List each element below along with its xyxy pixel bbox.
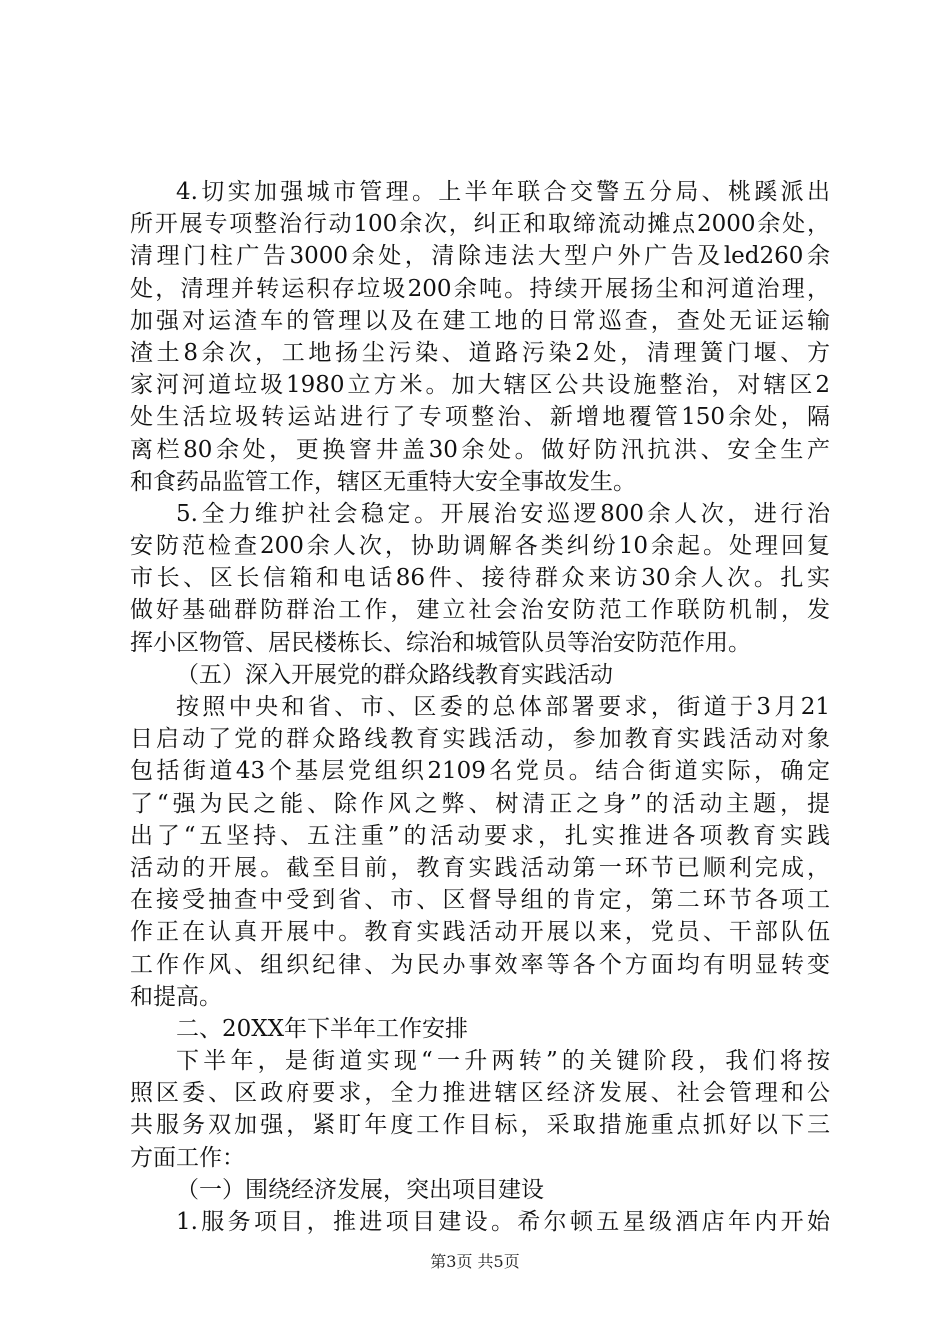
text-line: 共服务双加强，紧盯年度工作目标，采取措施重点抓好以下三 [130, 1112, 830, 1139]
text-line: 离栏80余处，更换窨井盖30余处。做好防汛抗洪、安全生产 [130, 436, 830, 463]
text-line: 加强对运渣车的管理以及在建工地的日常巡查，查处无证运输 [130, 307, 830, 334]
text-line: 工作作风、组织纪律、为民办事效率等各个方面均有明显转变 [130, 951, 830, 978]
text-line: 所开展专项整治行动100余次，纠正和取缔流动摊点2000余处， [130, 211, 830, 238]
text-line: 渣土8余次，工地扬尘污染、道路污染2处，清理簧门堰、方 [130, 339, 830, 366]
text-line: 出了“五坚持、五注重”的活动要求，扎实推进各项教育实践 [130, 822, 830, 849]
text-line: 挥小区物管、居民楼栋长、综治和城管队员等治安防范作用。 [130, 629, 751, 656]
text-line: 4.切实加强城市管理。上半年联合交警五分局、桃蹊派出 [176, 179, 830, 205]
text-line: 活动的开展。截至目前，教育实践活动第一环节已顺利完成， [130, 854, 830, 881]
text-line: 和食药品监管工作，辖区无重特大安全事故发生。 [130, 468, 636, 495]
text-line: 5.全力维护社会稳定。开展治安巡逻800余人次，进行治 [176, 500, 830, 527]
text-line: 了“强为民之能、除作风之弊、树清正之身”的活动主题，提 [130, 790, 830, 817]
text-line: 安防范检查200余人次，协助调解各类纠纷10余起。处理回复 [130, 533, 830, 560]
text-line: 下半年，是街道实现“一升两转”的关键阶段，我们将按 [176, 1048, 830, 1075]
text-line: 日启动了党的群众路线教育实践活动，参加教育实践活动对象 [130, 726, 830, 753]
text-line: 在接受抽查中受到省、市、区督导组的肯定，第二环节各项工 [130, 887, 830, 914]
text-line: 市长、区长信箱和电话86件、接待群众来访30余人次。扎实 [130, 565, 830, 592]
text-line: 1.服务项目，推进项目建设。希尔顿五星级酒店年内开始 [176, 1209, 830, 1235]
text-line: 清理门柱广告3000余处，清除违法大型户外广告及led260余 [130, 243, 830, 270]
page-footer: 第3页 共5页 [430, 1252, 520, 1271]
text-line: （一）围绕经济发展，突出项目建设 [176, 1176, 544, 1203]
document-body [130, 176, 830, 1238]
text-line: 做好基础群防群治工作，建立社会治安防范工作联防机制，发 [130, 597, 830, 624]
text-line: 照区委、区政府要求，全力推进辖区经济发展、社会管理和公 [130, 1080, 830, 1107]
text-line: 按照中央和省、市、区委的总体部署要求，街道于3月21 [176, 694, 830, 720]
text-line: 二、20XX年下半年工作安排 [176, 1015, 469, 1042]
text-line: 家河河道垃圾1980立方米。加大辖区公共设施整治，对辖区2 [130, 372, 830, 399]
text-line: 作正在认真开展中。教育实践活动开展以来，党员、干部队伍 [130, 919, 830, 946]
text-line: 方面工作： [130, 1144, 245, 1171]
text-line: 处生活垃圾转运站进行了专项整治、新增地覆管150余处，隔 [130, 404, 830, 431]
text-line: 处，清理并转运积存垃圾200余吨。持续开展扬尘和河道治理， [130, 275, 830, 302]
text-line: 和提高。 [130, 983, 222, 1010]
text-line: （五）深入开展党的群众路线教育实践活动 [176, 661, 613, 688]
text-line: 包括街道43个基层党组织2109名党员。结合街道实际，确定 [130, 758, 830, 785]
